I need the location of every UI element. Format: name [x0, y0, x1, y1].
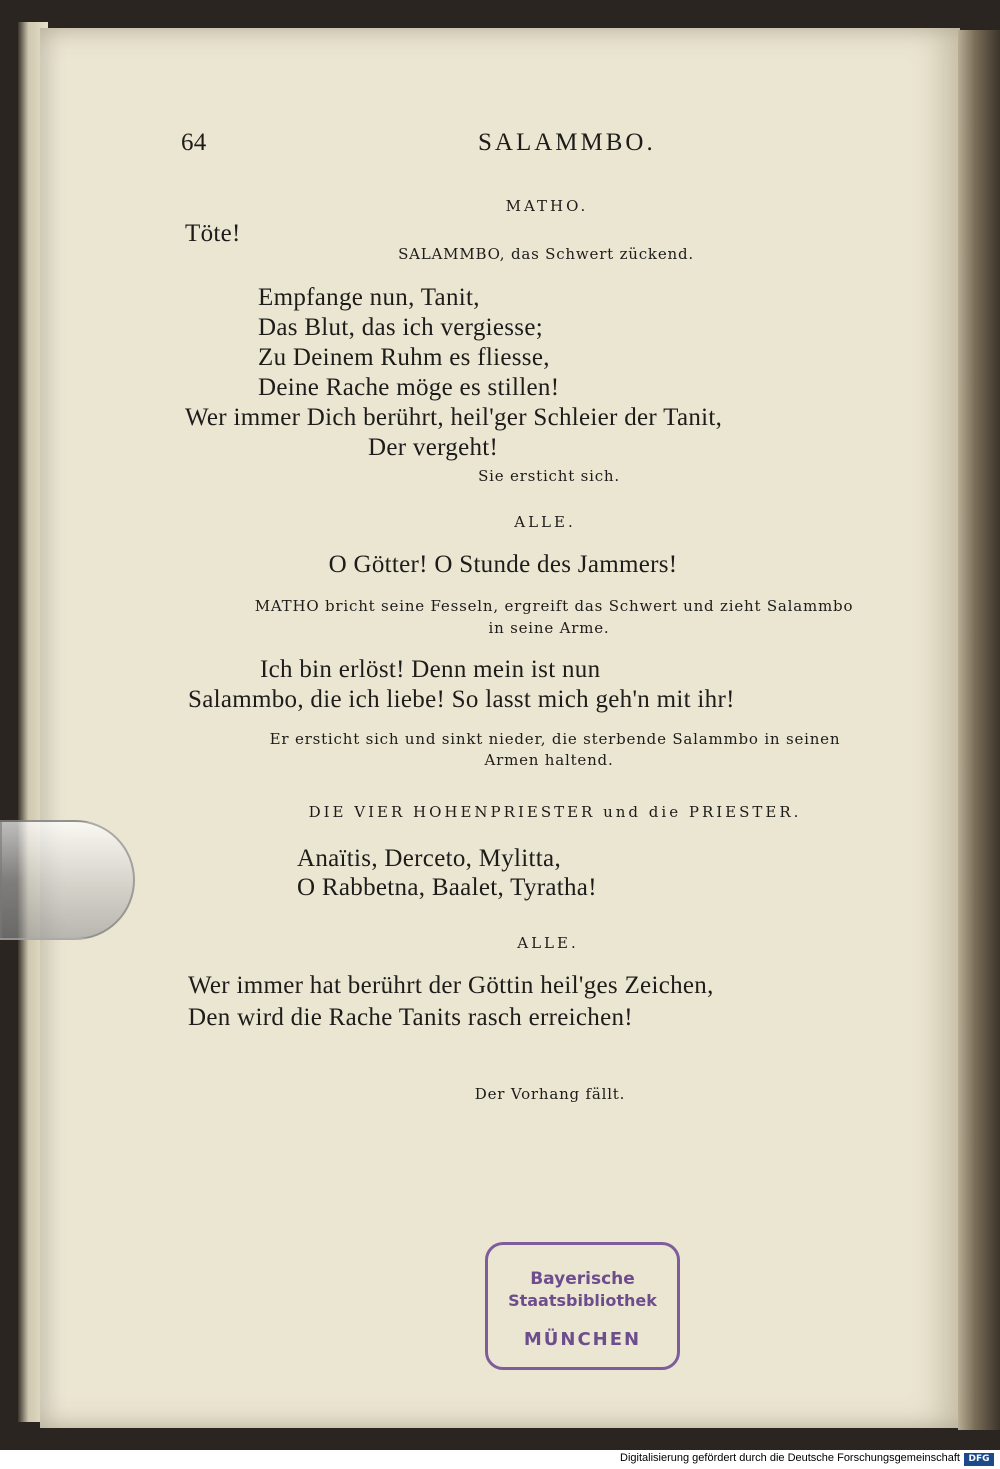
stage-direction: MATHO bricht seine Fesseln, ergreift das Schwert und zieht Salammbo [254, 597, 854, 615]
verse-line: Der vergeht! [368, 434, 499, 461]
stage-direction: Sie ersticht sich. [478, 467, 620, 485]
library-stamp [485, 1242, 680, 1370]
stamp-line: Bayerische [530, 1269, 635, 1289]
verse-line: Das Blut, das ich vergiesse; [258, 314, 543, 341]
scanner-clip [0, 820, 135, 940]
stage-direction: Der Vorhang fällt. [474, 1085, 626, 1103]
stamp-line: Staatsbibliothek [508, 1291, 657, 1310]
speaker-salammbo: SALAMMBO, das Schwert zückend. [398, 245, 694, 263]
speaker-priests: DIE VIER HOHENPRIESTER und die PRIESTER. [308, 803, 802, 821]
footer-bar [0, 1450, 1000, 1469]
verse-line: Den wird die Rache Tanits rasch erreichen! [188, 1004, 633, 1031]
verse-line: Wer immer hat berührt der Göttin heil'ges Zeichen, [188, 972, 714, 999]
verse-line: Ich bin erlöst! Denn mein ist nun [260, 656, 601, 683]
verse-line: O Götter! O Stunde des Jammers! [328, 551, 678, 578]
right-page-edges [958, 30, 1000, 1430]
verse-line: Töte! [185, 220, 241, 247]
verse-line: Zu Deinem Ruhm es fliesse, [258, 344, 550, 371]
running-title: SALAMMBO. [478, 129, 656, 156]
speaker-alle: ALLE. [517, 934, 579, 952]
speaker-matho: MATHO. [505, 197, 589, 215]
footer-credit: Digitalisierung gefördert durch die Deutsche Forschungsgemeinschaft [620, 1452, 960, 1464]
verse-line: Empfange nun, Tanit, [258, 284, 480, 311]
book-page [40, 28, 960, 1428]
verse-line: Deine Rache möge es stillen! [258, 374, 560, 401]
verse-line: Wer immer Dich berührt, heil'ger Schleier der Tanit, [185, 404, 723, 431]
verse-line: Anaïtis, Derceto, Mylitta, [297, 845, 561, 872]
stage-direction: Er ersticht sich und sinkt nieder, die sterbende Salammbo in seinen [269, 730, 841, 748]
verse-line: Salammbo, die ich liebe! So lasst mich geh'n mit ihr! [188, 686, 735, 713]
stamp-line: MÜNCHEN [523, 1329, 642, 1350]
stage-direction: in seine Arme. [488, 619, 610, 637]
speaker-alle: ALLE. [514, 513, 576, 531]
stage-direction: Armen haltend. [484, 751, 614, 769]
dfg-logo: DFG [964, 1453, 994, 1466]
verse-line: O Rabbetna, Baalet, Tyratha! [297, 874, 597, 901]
page-number: 64 [181, 129, 207, 156]
